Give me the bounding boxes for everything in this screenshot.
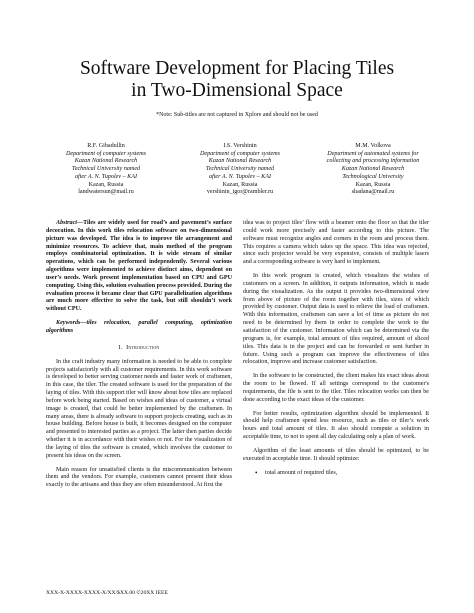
author-affiliation: Department of computer systems [65, 150, 147, 157]
author-affiliation: after A. N. Tupolev – KAI [74, 173, 137, 180]
author-city: Kazan, Russia [355, 181, 391, 188]
author-name: R.F. Gibadullin [87, 143, 125, 149]
right-column [243, 220, 429, 477]
author-affiliation: Department of automated systems for [327, 150, 419, 157]
body-paragraph: In this work program is created, which visualizes the wishes of customers on a screen. In addition, it outputs information, which is made during the visualization. As the output it provides two-dimensional view from above of picture of the room together with tiles, sizes of which provided by customer. Output data is used to relieve the load of craftsmen. With this information, craftsmen can save a lot of time as picture do not need to be determined by them in order to complete the work to the satisfaction of the customer. Information which can be determined via the program is, for example, total amount of tiles required, amount of sliced tiles. This data is in the project and can be forwarded or sent further in future. Using such a program can improve the effectiveness of tiles relocation, improve and increase customer satisfaction. [243, 273, 429, 366]
body-paragraph: Algorithm of the least amounts of tiles should be optimized, to be executed in acceptable time. It should optimize: [243, 447, 429, 462]
bullet-text: total amount of required tiles, [265, 469, 338, 476]
body-paragraph: Main reason for unsatisfied clients is the miscommunication between them and the vendors. For example, customers cannot present their ideas exactly to the artisans and thus they are often misunderstood. At first the [46, 466, 232, 489]
author-block-1 [41, 143, 171, 197]
subtitle-note: *Note: Sub-titles are not captured in Xplore and should not be used [156, 112, 318, 118]
author-affiliation: Technical University named [71, 166, 141, 173]
author-affiliation: after A. N. Tupolev – KAI [208, 173, 271, 180]
abstract-label: Abstract [56, 220, 77, 226]
bullet-item [243, 470, 429, 478]
author-name: M.M. Volkova [355, 143, 391, 149]
left-column [46, 220, 232, 496]
author-affiliation: Department of computer systems [199, 150, 281, 157]
body-paragraph: In the software to be constructed, the client makes his exact ideas about the room to be flowed. If all settings correspond to the customer's requirements, the file is sent to the tiler. Tiles relocation works can then be done according to the exact ideas of the customer. [243, 373, 429, 403]
author-affiliation: Kazan National Research [208, 158, 272, 165]
title-line-2: in Two-Dimensional Space [131, 80, 343, 101]
bullet-icon: • [255, 468, 258, 477]
section-number: I. [118, 343, 123, 351]
copyright-footer: XXX-X-XXXX-XXXX-X/XX/$XX.00 ©20XX IEEE [46, 590, 168, 596]
author-affiliation: Technical University named [205, 166, 275, 173]
author-affiliation: Technological University [342, 173, 404, 180]
author-block-3 [303, 143, 443, 197]
paper-title [0, 58, 474, 102]
section-heading-introduction [46, 344, 232, 352]
title-line-1: Software Development for Placing Tiles [79, 58, 395, 79]
section-title: Introduction [126, 343, 160, 351]
body-paragraph: In the craft industry many information is needed to be able to complete projects satisfactorily with all customer requirements. In this work software is developed to better serving customer needs and faster work of craftsmen, in this case, the tiler. The created software is used for the preparation of the laying of tiles. With this support tiler will know about how tiles are replaced before work being started. Based on wishes and ideas of customer, a virtual image is created, that could be better implemented by the craftsmen. In many areas, there is already software to support projects creating, such as in house building. Before house is built, it becomes designed on the computer and presented to interested parties as a project. The latter then parties decide whether it is in accordance with their wishes or not. For the visualization of the laying of tiles the software is created, which involves the customer to present his ideas on the screen. [46, 358, 232, 459]
author-email: shadana@mail.ru [351, 189, 395, 196]
author-affiliation: Kazan National Research [74, 158, 138, 165]
author-block-2 [175, 143, 305, 197]
author-email: landwatersun@mail.ru [78, 189, 134, 196]
author-name: I.S. Vershinin [223, 143, 257, 149]
author-affiliation: Kazan National Research [341, 166, 405, 173]
author-city: Kazan, Russia [222, 181, 258, 188]
author-email: vershinin_igor@rambler.ru [206, 189, 274, 196]
abstract-text: —Tiles are widely used for road’s and pavement’s surface decoration. In this work tiles relocation software on two-dimensional picture was developed. The idea is to improve tile arrangement and minimize resources. To achieve that, main method of the program employs combinatorial optimization. It is wide stream of similar operations, which can be performed independently. Several various algorithms were implemented to achieve distinct aims, dependent on user’s needs. Work present implementation based on CPU and GPU computing. Using this, solution evaluation process provided. During the evaluation process it became clear that GPU parallelization algorithms are much more effective to solve the task, but still shouldn’t work without CPU. [46, 220, 232, 313]
keywords: Keywords—tiles relocation, parallel computing, optimization algorithms [46, 320, 232, 334]
author-affiliation: collecting and processing information [326, 158, 420, 165]
author-city: Kazan, Russia [88, 181, 124, 188]
body-paragraph: For better results, optimization algorithm should be implemented. It should help craftsmen spend less resource, such as tiles or tiler’s work hours and total amount of tiles. It also should compute a solution in acceptable time, to not to spent all day calculating only a plan of work. [243, 410, 429, 441]
body-paragraph: idea was to project tiles’ flow with a beamer onto the floor so that the tiler could work more precisely and faster according to this picture. The software must recognize angles and corners in the room and process them. This requires a camera which takes up the space. This idea was rejected, since such projector would be very expensive, consists of multiple lasers and a corresponding software is very hard to implement. [243, 220, 429, 266]
abstract [46, 220, 232, 314]
